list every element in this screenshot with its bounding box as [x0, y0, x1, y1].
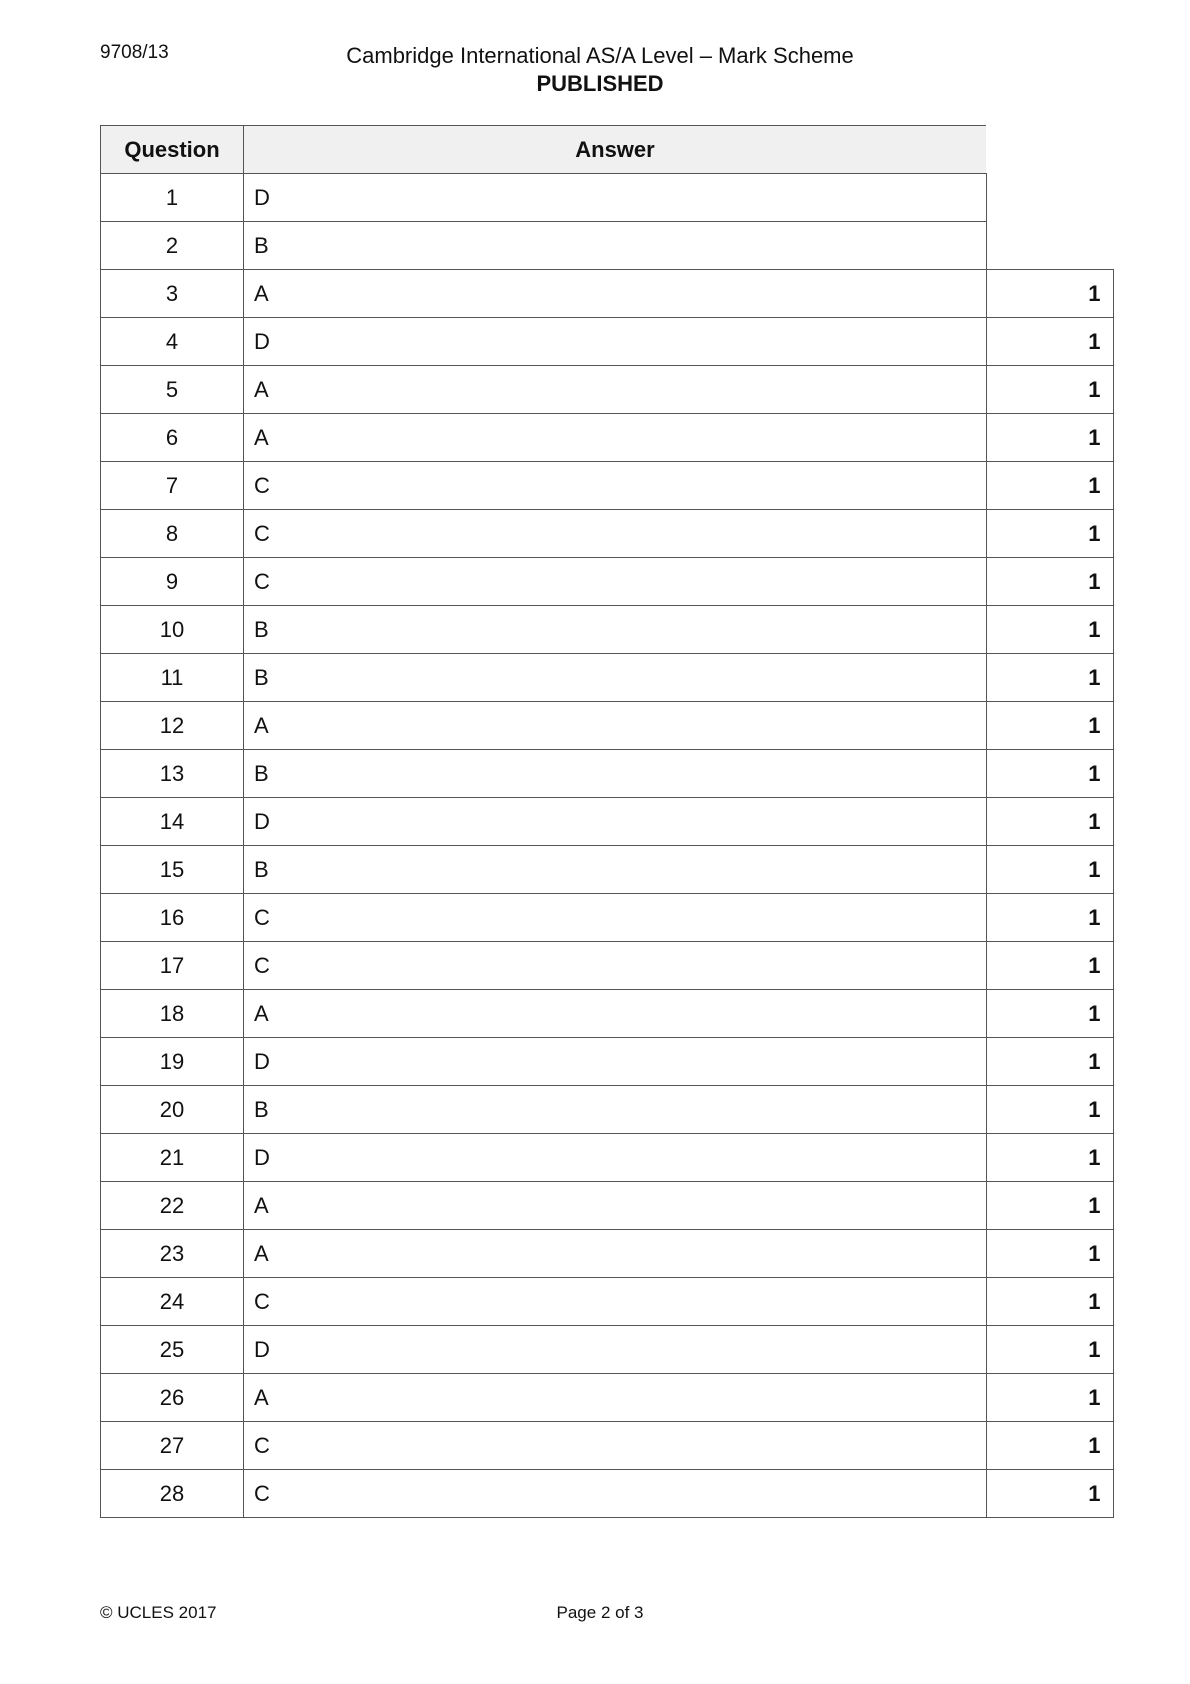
question-number-cell: 20	[101, 1086, 244, 1134]
question-number-cell: 22	[101, 1182, 244, 1230]
table-row	[101, 846, 1114, 894]
mark-cell: 1	[986, 270, 1113, 318]
table-row	[101, 366, 1114, 414]
mark-cell: 1	[986, 702, 1113, 750]
table-row	[101, 942, 1114, 990]
answer-cell: C	[244, 510, 987, 558]
mark-cell: 1	[986, 654, 1113, 702]
table-row	[101, 1374, 1114, 1422]
mark-cell: 1	[986, 510, 1113, 558]
answer-column-header: Answer	[244, 126, 987, 174]
answer-cell: D	[244, 798, 987, 846]
mark-cell: 1	[986, 846, 1113, 894]
table-row	[101, 510, 1114, 558]
question-number-cell: 21	[101, 1134, 244, 1182]
mark-cell: 1	[986, 1182, 1113, 1230]
question-number-cell: 12	[101, 702, 244, 750]
mark-cell: 1	[986, 990, 1113, 1038]
table-row	[101, 1422, 1114, 1470]
answer-cell: C	[244, 1278, 987, 1326]
table-row	[101, 1086, 1114, 1134]
question-number-cell: 26	[101, 1374, 244, 1422]
mark-cell: 1	[986, 558, 1113, 606]
answer-cell: B	[244, 606, 987, 654]
mark-cell: 1	[986, 1278, 1113, 1326]
table-row	[101, 1326, 1114, 1374]
question-number-cell: 10	[101, 606, 244, 654]
answer-cell: A	[244, 270, 987, 318]
question-number-cell: 18	[101, 990, 244, 1038]
mark-scheme-table	[100, 125, 1114, 1518]
answer-cell: C	[244, 558, 987, 606]
mark-cell: 1	[986, 942, 1113, 990]
table-row	[101, 222, 1114, 270]
table-row	[101, 894, 1114, 942]
answer-cell: A	[244, 1374, 987, 1422]
table-header-row	[101, 126, 1114, 174]
document-title: Cambridge International AS/A Level – Mark Scheme	[346, 43, 854, 68]
table-row	[101, 798, 1114, 846]
table-body	[101, 174, 1114, 1518]
question-column-header: Question	[101, 126, 244, 174]
published-label: PUBLISHED	[536, 71, 664, 96]
mark-cell	[986, 222, 1113, 270]
table-row	[101, 990, 1114, 1038]
table-row	[101, 1470, 1114, 1518]
mark-cell: 1	[986, 1326, 1113, 1374]
answer-cell: C	[244, 1422, 987, 1470]
question-number-cell: 24	[101, 1278, 244, 1326]
table-row	[101, 558, 1114, 606]
question-number-cell: 2	[101, 222, 244, 270]
document-title-block	[0, 42, 1190, 98]
document-code: 9708/13	[100, 42, 169, 63]
answer-cell: A	[244, 1182, 987, 1230]
question-number-cell: 25	[101, 1326, 244, 1374]
mark-cell: 1	[986, 750, 1113, 798]
question-number-cell: 1	[101, 174, 244, 222]
table-row	[101, 270, 1114, 318]
table-row	[101, 414, 1114, 462]
question-number-cell: 8	[101, 510, 244, 558]
table-row	[101, 702, 1114, 750]
question-number-cell: 13	[101, 750, 244, 798]
question-number-cell: 6	[101, 414, 244, 462]
mark-cell: 1	[986, 1422, 1113, 1470]
question-number-cell: 15	[101, 846, 244, 894]
table-row	[101, 1230, 1114, 1278]
question-number-cell: 5	[101, 366, 244, 414]
answer-cell: A	[244, 1230, 987, 1278]
mark-cell	[986, 174, 1113, 222]
mark-cell: 1	[986, 1134, 1113, 1182]
table-row	[101, 1278, 1114, 1326]
page-number: Page 2 of 3	[556, 1603, 644, 1622]
answer-cell: D	[244, 174, 987, 222]
mark-scheme-sheet	[100, 125, 1114, 1518]
table-row	[101, 318, 1114, 366]
mark-cell: 1	[986, 894, 1113, 942]
question-number-cell: 17	[101, 942, 244, 990]
question-number-cell: 27	[101, 1422, 244, 1470]
question-number-cell: 14	[101, 798, 244, 846]
answer-cell: A	[244, 702, 987, 750]
mark-cell: 1	[986, 1230, 1113, 1278]
mark-cell: 1	[986, 366, 1113, 414]
mark-cell: 1	[986, 606, 1113, 654]
mark-cell: 1	[986, 1038, 1113, 1086]
mark-cell: 1	[986, 1374, 1113, 1422]
question-number-cell: 28	[101, 1470, 244, 1518]
mark-cell: 1	[986, 414, 1113, 462]
answer-cell: A	[244, 366, 987, 414]
answer-cell: D	[244, 1134, 987, 1182]
copyright-notice: © UCLES 2017	[100, 1603, 217, 1622]
marks-column-header	[986, 126, 1113, 174]
answer-cell: C	[244, 1470, 987, 1518]
table-row	[101, 1038, 1114, 1086]
answer-cell: C	[244, 462, 987, 510]
mark-cell: 1	[986, 462, 1113, 510]
question-number-cell: 23	[101, 1230, 244, 1278]
answer-cell: C	[244, 894, 987, 942]
answer-cell: B	[244, 846, 987, 894]
table-row	[101, 462, 1114, 510]
answer-cell: B	[244, 750, 987, 798]
question-number-cell: 9	[101, 558, 244, 606]
answer-cell: C	[244, 942, 987, 990]
table-row	[101, 174, 1114, 222]
table-row	[101, 1134, 1114, 1182]
answer-cell: D	[244, 1326, 987, 1374]
table-row	[101, 606, 1114, 654]
table-row	[101, 1182, 1114, 1230]
table-row	[101, 654, 1114, 702]
answer-cell: B	[244, 654, 987, 702]
table-row	[101, 750, 1114, 798]
mark-cell: 1	[986, 318, 1113, 366]
question-number-cell: 16	[101, 894, 244, 942]
question-number-cell: 3	[101, 270, 244, 318]
answer-cell: B	[244, 1086, 987, 1134]
mark-cell: 1	[986, 798, 1113, 846]
answer-cell: A	[244, 414, 987, 462]
answer-cell: B	[244, 222, 987, 270]
question-number-cell: 7	[101, 462, 244, 510]
question-number-cell: 19	[101, 1038, 244, 1086]
question-number-cell: 4	[101, 318, 244, 366]
answer-cell: D	[244, 1038, 987, 1086]
question-number-cell: 11	[101, 654, 244, 702]
answer-cell: D	[244, 318, 987, 366]
mark-cell: 1	[986, 1086, 1113, 1134]
mark-cell: 1	[986, 1470, 1113, 1518]
answer-cell: A	[244, 990, 987, 1038]
